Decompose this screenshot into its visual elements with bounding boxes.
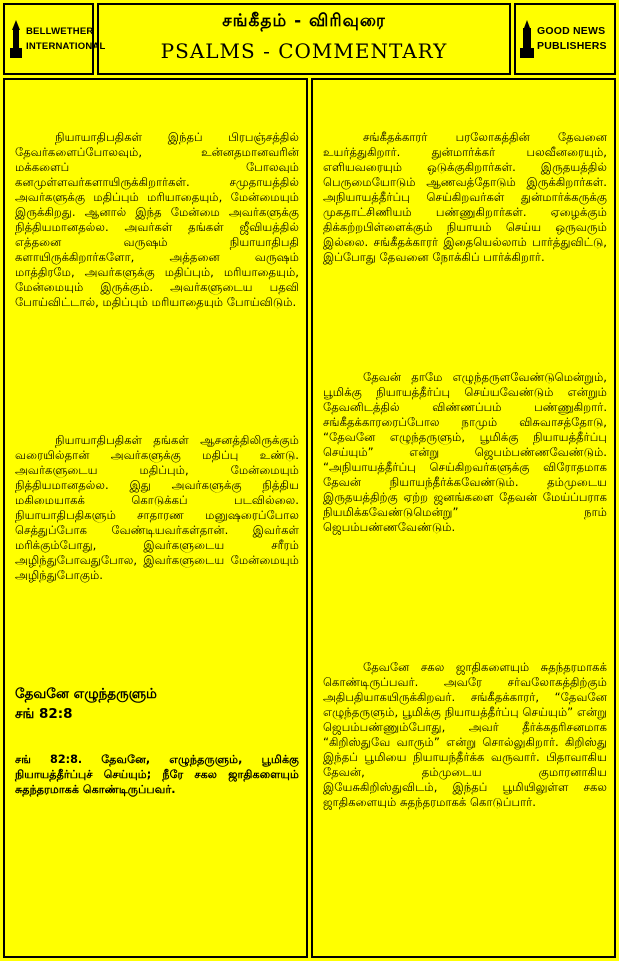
heading-line-1: தேவனே எழுந்தருளும் (15, 686, 157, 702)
section-heading (15, 684, 299, 724)
logo-line-1: BELLWETHER (26, 26, 94, 37)
title-tamil: சங்கீதம் - விரிவுரை (222, 11, 386, 31)
left-column (3, 78, 308, 958)
right-column (311, 78, 616, 958)
page-header (97, 3, 511, 75)
logo-line-2: INTERNATIONAL (26, 41, 106, 52)
left-paragraph-2: நியாயாதிபதிகள் தங்கள் ஆசனத்திலிருக்கும் வரையில்தான் அவர்களுக்கு மதிப்பு உண்டு. அவர்களுடைய மதிப்பும், மேன்மையும் நித்தியமானதல்ல. இது அவர்களுக்கு நித்திய மகிமையாகக் கொடுக்கப் படவில்லை. நியாயாதிபதிகளும் சாதாரண மனுஷரைப்போல செத்துப்போக வேண்டியவர்கள்தான். இவர்கள் மரிக்கும்போது, இவர்களுடைய சரீரம் அழிந்துபோவதுபோல, இவர்களுடைய மேன்மையும் அழிந்துபோகும். (15, 433, 299, 582)
right-paragraph-3: தேவனே சகல ஜாதிகளையும் சுதந்தரமாகக் கொண்டிருப்பவர். அவரே சர்வலோகத்திற்கும் அதிபதியாகயிருக்கிறவர். சங்கீதக்காரர், “தேவனே எழுந்தருளும், பூமிக்கு நியாயத்தீர்ப்பு செய்யும்” என்று ஜெபம்பண்ணும்போது, அவர் தீர்க்கதரிசனமாக “கிறிஸ்துவே வாரும்” என்று சொல்லுகிறார். கிறிஸ்து இந்தப் பூமியை நியாயந்தீர்க்க வருவார். பிதாவாகிய தேவன், தம்முடைய குமாரனாகிய இயேசுகிறிஸ்துவிடம், இந்தப் பூமியிலுள்ள சகல ஜாதிகளையும் சுதந்தரமாகக் கொடுப்பார். (323, 660, 607, 809)
title-english: PSALMS - COMMENTARY (160, 39, 448, 63)
right-paragraph-1: சங்கீதக்காரர் பரலோகத்தின் தேவனை உயர்த்துகிறார். துன்மார்க்கர் பலவீனரையும், எளியவரையும் ஒடுக்குகிறார்கள். இருதயத்தில் பெருமையோடும் ஆணவத்தோடும் இருக்கிறார்கள். அநியாயத்தீர்ப்பு செய்கிறவர்கள் துன்மார்க்கருக்கு முகதாட்சிணியம் பண்ணுகிறார்கள். ஏழைக்கும் திக்கற்றபிள்ளைக்கும் நியாயம் செய்ய ஒருவரும் இல்லை. சங்கீதக்காரர் இதையெல்லாம் பார்த்துவிட்டு, இப்போது தேவனை நோக்கிப் பார்க்கிறார். (323, 130, 607, 264)
heading-line-2: சங் 82:8 (15, 706, 73, 722)
tower-icon (520, 20, 534, 58)
logo-line-2: PUBLISHERS (537, 40, 607, 52)
right-paragraph-2: தேவன் தாமே எழுந்தருளவேண்டுமென்றும், பூமிக்கு நியாயத்தீர்ப்பு செய்யவேண்டும் என்றும் தேவனிடத்தில் விண்ணப்பம் பண்ணுகிறார். சங்கீதக்காரரைப்போல நாமும் விசுவாசத்தோடு, “தேவனே எழுந்தருளும், பூமிக்கு நியாயத்தீர்ப்பு செய்யும்” என்று ஜெபம்பண்ணவேண்டும். “அநியாயத்தீர்ப்பு செய்கிறவர்களுக்கு விரோதமாக தேவன் நியாயந்தீர்க்கவேண்டும். தம்முடைய இருதயத்திற்கு ஏற்ற ஜனங்களை தேவன் மேய்ப்பராக நியமிக்கவேண்டுமென்று” நாம் ஜெபம்பண்ணவேண்டும். (323, 370, 607, 534)
bell-tower-icon (9, 20, 23, 58)
verse-text: சங் 82:8. தேவனே, எழுந்தருளும், பூமிக்கு நியாயத்தீர்ப்புச் செய்யும்; நீரே சகல ஜாதிகளையும் சுதந்தரமாகக் கொண்டிருப்பவர். (15, 753, 299, 797)
bellwether-logo (3, 3, 106, 75)
logo-line-1: GOOD NEWS (537, 25, 606, 37)
good-news-logo (514, 3, 616, 75)
left-paragraph-1: நியாயாதிபதிகள் இந்தப் பிரபஞ்சத்தில் தேவர்களைப்போலவும், உன்னதமானவரின் மக்களைப் போலவும் கனமுள்ளவர்களாயிருக்கிறார்கள். சமுதாயத்தில் அவர்களுக்கு மதிப்பும் மரியாதையும், மேன்மையும் இருக்கிறது. ஆனால் இந்த மேன்மை அவர்களுக்கு நித்தியமானதல்ல. அவர்கள் தங்கள் ஜீவியத்தில் எத்தனை வருஷம் நியாயாதிபதி களாயிருக்கிறார்களோ, அத்தனை வருஷம் மாத்திரமே, அவர்களுக்கு மதிப்பும், மரியாதையும், மேன்மையும் இருக்கும். அவர்களுடைய பதவி போய்விட்டால், மதிப்பும் மரியாதையும் போய்விடும். (15, 130, 299, 309)
